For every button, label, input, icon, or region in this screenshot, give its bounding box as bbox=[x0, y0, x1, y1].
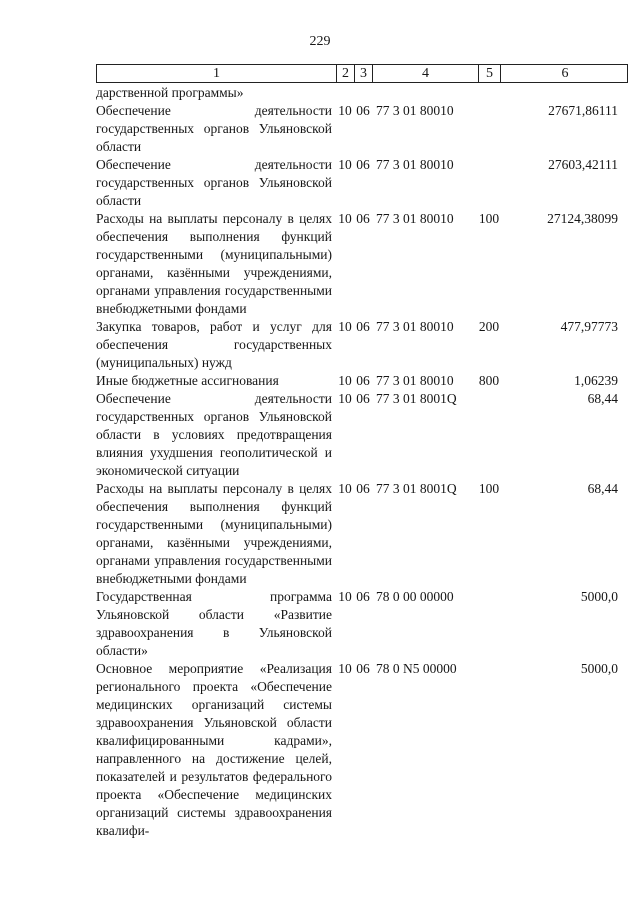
row-section-code: 10 bbox=[338, 157, 352, 172]
table-row bbox=[96, 318, 628, 372]
row-amount: 27603,42111 bbox=[548, 157, 618, 172]
row-expense-type bbox=[478, 84, 500, 102]
row-description: Обеспечение деятельности государственных органов Ульяновской области в условиях предотвращения влияния ухудшения геополитической и экономической ситуации bbox=[96, 391, 332, 478]
row-target-article: 77 3 01 80010 bbox=[376, 211, 454, 226]
row-expense-type bbox=[478, 156, 500, 210]
row-expense-type: 100 bbox=[478, 211, 500, 226]
header-col-3: 3 bbox=[355, 65, 373, 82]
row-target-article bbox=[372, 84, 478, 102]
table-row bbox=[96, 210, 628, 318]
row-amount: 27124,38099 bbox=[547, 211, 618, 226]
table-row bbox=[96, 390, 628, 480]
row-expense-type: 100 bbox=[478, 481, 500, 496]
row-amount: 477,97773 bbox=[560, 319, 618, 334]
header-col-5: 5 bbox=[479, 65, 501, 82]
row-expense-type bbox=[478, 102, 500, 156]
row-amount: 1,06239 bbox=[574, 373, 618, 388]
table-row bbox=[96, 660, 628, 840]
row-section-code bbox=[336, 84, 354, 102]
row-amount: 27671,86111 bbox=[548, 103, 618, 118]
table-row bbox=[96, 480, 628, 588]
row-section-code: 10 bbox=[338, 103, 352, 118]
row-subsection-code: 06 bbox=[356, 589, 370, 604]
row-description: Расходы на выплаты персоналу в целях обеспечения выполнения функций государственными (муниципальными) органами, казёнными учреждениями, органами управления государственными внебюджетными фондами bbox=[96, 481, 332, 586]
row-amount: 5000,0 bbox=[580, 661, 618, 676]
row-subsection-code: 06 bbox=[356, 211, 370, 226]
table-header bbox=[96, 64, 628, 83]
row-description: Расходы на выплаты персоналу в целях обеспечения выполнения функций государственными (муниципальными) органами, казёнными учреждениями, органами управления государственными внебюджетными фондами bbox=[96, 211, 332, 316]
table-row bbox=[96, 102, 628, 156]
row-expense-type bbox=[478, 588, 500, 660]
row-section-code: 10 bbox=[338, 211, 352, 226]
row-expense-type bbox=[478, 390, 500, 480]
header-col-2: 2 bbox=[337, 65, 355, 82]
row-description: Иные бюджетные ассигнования bbox=[96, 373, 279, 388]
table-body bbox=[96, 84, 628, 840]
row-subsection-code: 06 bbox=[356, 481, 370, 496]
row-target-article: 77 3 01 8001Q bbox=[376, 481, 457, 496]
row-subsection-code: 06 bbox=[356, 661, 370, 676]
row-amount: 5000,0 bbox=[580, 589, 618, 604]
table-row bbox=[96, 156, 628, 210]
table-row bbox=[96, 372, 628, 390]
header-col-4: 4 bbox=[373, 65, 479, 82]
row-description: Закупка товаров, работ и услуг для обеспечения государственных (муниципальных) нужд bbox=[96, 319, 332, 370]
row-section-code: 10 bbox=[338, 661, 352, 676]
row-description: Обеспечение деятельности государственных органов Ульяновской области bbox=[96, 103, 332, 154]
row-subsection-code bbox=[354, 84, 372, 102]
row-amount bbox=[500, 84, 628, 102]
row-section-code: 10 bbox=[338, 373, 352, 388]
table-row bbox=[96, 588, 628, 660]
row-target-article: 77 3 01 80010 bbox=[376, 103, 454, 118]
row-section-code: 10 bbox=[338, 391, 352, 406]
row-expense-type: 200 bbox=[478, 319, 500, 334]
row-subsection-code: 06 bbox=[356, 103, 370, 118]
header-col-1: 1 bbox=[97, 65, 337, 82]
row-subsection-code: 06 bbox=[356, 373, 370, 388]
row-target-article: 78 0 N5 00000 bbox=[376, 661, 457, 676]
row-amount: 68,44 bbox=[587, 391, 618, 406]
row-section-code: 10 bbox=[338, 319, 352, 334]
header-col-6: 6 bbox=[561, 66, 569, 81]
row-amount: 68,44 bbox=[587, 481, 618, 496]
page-number: 229 bbox=[309, 34, 331, 49]
row-target-article: 77 3 01 8001Q bbox=[376, 391, 457, 406]
row-expense-type: 800 bbox=[478, 373, 500, 388]
table-row bbox=[96, 84, 628, 102]
row-section-code: 10 bbox=[338, 589, 352, 604]
row-subsection-code: 06 bbox=[356, 391, 370, 406]
row-description: дарственной программы» bbox=[96, 85, 244, 100]
row-subsection-code: 06 bbox=[356, 157, 370, 172]
row-description: Обеспечение деятельности государственных органов Ульяновской области bbox=[96, 157, 332, 208]
row-section-code: 10 bbox=[338, 481, 352, 496]
row-target-article: 77 3 01 80010 bbox=[376, 373, 454, 388]
row-description: Государственная программа Ульяновской области «Развитие здравоохранения в Ульяновской области» bbox=[96, 589, 332, 658]
row-target-article: 78 0 00 00000 bbox=[376, 589, 454, 604]
row-target-article: 77 3 01 80010 bbox=[376, 157, 454, 172]
row-description: Основное мероприятие «Реализация регионального проекта «Обеспечение медицинских организаций системы здравоохранения Ульяновской области квалифицированными кадрами», направленного на достижение целей, показателей и результатов федерального проекта «Обеспечение медицинских организаций системы здравоохранения квалифи- bbox=[96, 661, 332, 838]
row-expense-type bbox=[478, 660, 500, 840]
row-target-article: 77 3 01 80010 bbox=[376, 319, 454, 334]
row-subsection-code: 06 bbox=[356, 319, 370, 334]
